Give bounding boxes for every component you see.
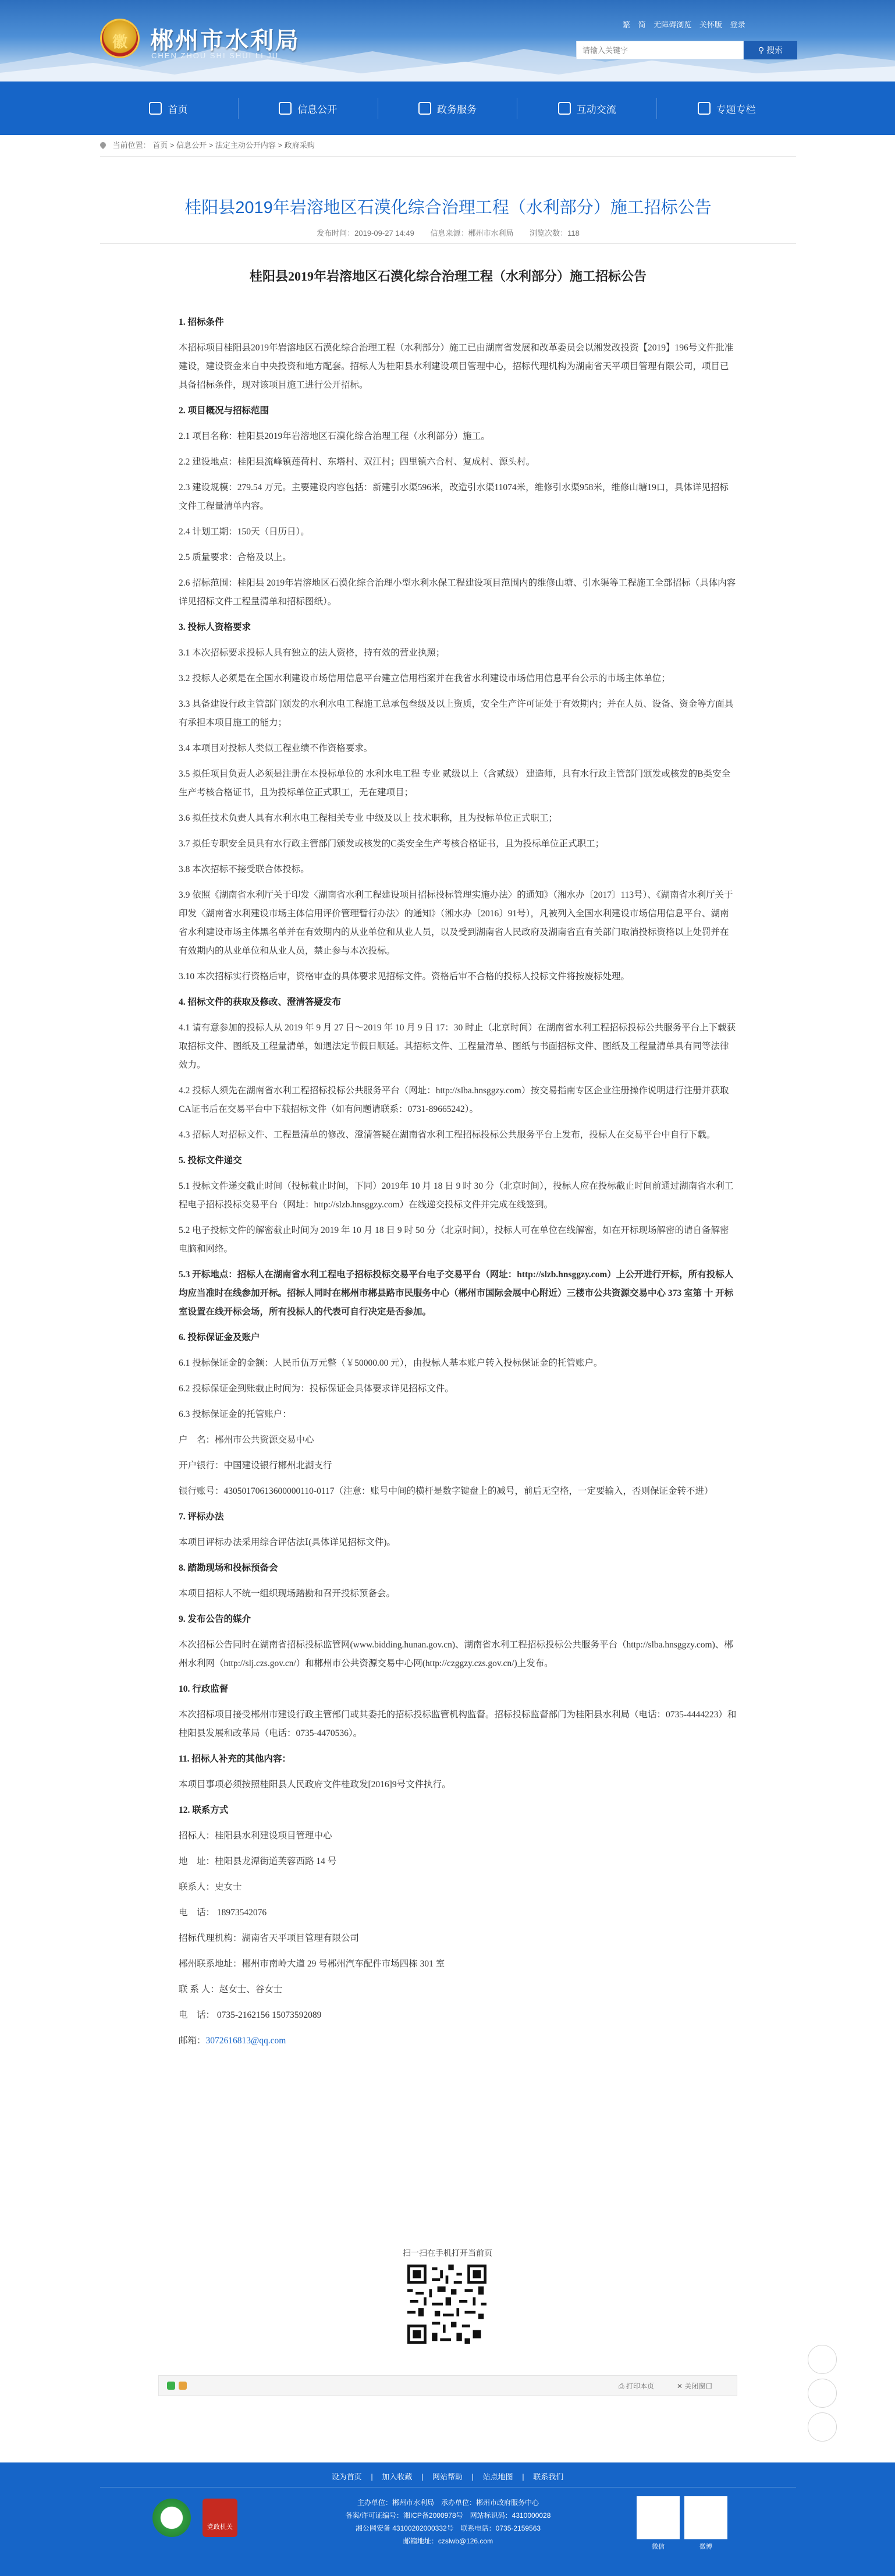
footer-info: 主办单位：郴州市水利局 承办单位：郴州市政府服务中心 备案/许可证编号：湘ICP备2000978号 网站标识码：4310000028 湘公网安备 43100202000332号 联系电话：0735-2159563 邮箱地址：czslwb@126.com (345, 2499, 551, 2545)
paragraph: 本项目事项必须按照桂阳县人民政府文件桂政发[2016]9号文件执行。 (179, 1780, 451, 1790)
site-title[interactable]: 郴州市水利局 (150, 28, 300, 54)
contact-line: 地 址：桂阳县龙潭街道芙蓉西路 14 号 (179, 1856, 337, 1866)
location-icon (99, 141, 107, 149)
paragraph: 6.1 投标保证金的金额：人民币伍万元整（￥50000.00 元），由投标人基本账户转入投标保证金的托管账户。 (179, 1358, 603, 1368)
paragraph: 5.1 投标文件递交截止时间（投标截止时间，下同）2019年 10 月 18 日 9 时 30 分（北京时间），投标人应在投标截止时间前通过湖南省水利工程电子招标投标交易平台（网址：http://slzb.hnsggzy.com）在线递交投标文件并完成在线签到。 (179, 1181, 734, 1210)
breadcrumb-path[interactable]: 首页 > 信息公开 > 法定主动公开内容 > 政府采购 (152, 141, 315, 150)
care-mode-link[interactable]: 关怀版 (699, 20, 722, 29)
paragraph: 3.1 本次招标要求投标人具有独立的法人资格，持有效的营业执照； (179, 648, 445, 658)
accessibility-link[interactable]: 无障碍浏览 (654, 20, 692, 29)
footer-link-home[interactable]: 设为首页 (331, 2472, 362, 2481)
paragraph: 6.2 投标保证金到账截止时间为：投标保证金具体要求详见招标文件。 (179, 1384, 454, 1394)
wechat-share-icon[interactable] (167, 2382, 175, 2390)
print-button[interactable]: ⎙ 打印本页 (619, 2382, 654, 2390)
section-heading: 12. 联系方式 (179, 1805, 229, 1815)
service-icon (418, 102, 431, 115)
section-heading: 1. 招标条件 (179, 317, 224, 327)
party-gov-badge-icon[interactable]: 党政机关 (203, 2499, 237, 2537)
footer-links: 设为首页 | 加入收藏 | 网站帮助 | 站点地图 | 联系我们 (331, 2472, 564, 2481)
paragraph: 户 名：郴州市公共资源交易中心 (179, 1435, 314, 1445)
paragraph: 2.3 建设规模：279.54 万元。主要建设内容包括：新建引水渠596米，改造引水渠11074米，维修引水渠958米，维修山塘19口，具体详见招标文件工程量清单内容。 (179, 483, 729, 511)
nav-info[interactable]: 信息公开 (239, 98, 378, 119)
back-to-top-icon[interactable] (808, 2412, 837, 2442)
paragraph: 2.1 项目名称：桂阳县2019年岩溶地区石漠化综合治理工程（水利部分）施工。 (179, 431, 490, 441)
paragraph: 3.5 拟任项目负责人必须是注册在本投标单位的 水利水电工程 专业 贰级以上（含贰级） 建造师，具有水行政主管部门颁发或核发的B类安全生产考核合格证书，且为投标单位正式职工，无在建项目； (179, 769, 731, 798)
paragraph: 本次招标项目接受郴州市建设行政主管部门或其委托的招标投标监管机构监督。招标投标监督部门为桂阳县水利局（电话：0735-4444223）和桂阳县发展和改革局（电话：0735-4470536）。 (179, 1710, 737, 1738)
paragraph: 2.2 建设地点：桂阳县流峰镇莲荷村、东塔村、双江村；四里镇六合村、复成村、源头村。 (179, 457, 535, 467)
nav-topics[interactable]: 专题专栏 (657, 98, 796, 119)
contact-line: 电 话： 0735-2162156 15073592089 (179, 2010, 322, 2020)
contact-line: 电 话： 18973542076 (179, 1908, 267, 1918)
article (100, 156, 796, 2368)
gov-site-badge-icon[interactable] (152, 2499, 191, 2537)
section-heading: 11. 招标人补充的其他内容： (179, 1754, 291, 1764)
paragraph: 本项目招标人不统一组织现场踏勘和召开投标预备会。 (179, 1589, 396, 1599)
paragraph: 本项目评标办法采用综合评估法Ⅰ(具体详见招标文件)。 (179, 1537, 396, 1547)
paragraph: 2.6 招标范围：桂阳县 2019年岩溶地区石漠化综合治理小型水利水保工程建设项目范围内的维修山塘、引水渠等工程施工全部招标（具体内容详见招标文件工程量清单和招标图纸）。 (179, 578, 736, 607)
paragraph: 2.4 计划工期：150天（日历日）。 (179, 527, 310, 537)
footer-link-sitemap[interactable]: 站点地图 (482, 2472, 513, 2481)
topic-icon (698, 102, 711, 115)
paragraph: 4.2 投标人须先在湖南省水利工程招标投标公共服务平台（网址：http://slba.hnsggzy.com）按交易指南专区企业注册操作说明进行注册并获取CA证书后在交易平台中下载招标文件（如有问题请联系：0731-89665242）。 (179, 1086, 729, 1114)
section-heading: 9. 发布公告的媒介 (179, 1614, 251, 1624)
breadcrumb: 当前位置： 首页 > 信息公开 > 法定主动公开内容 > 政府采购 (100, 135, 796, 157)
view-count: 浏览次数：118 (530, 229, 580, 238)
paragraph: 3.3 具备建设行政主管部门颁发的水利水电工程施工总承包叁级及以上资质，安全生产许可证处于有效期内；并在人员、设备、资金等方面具有承担本项目施工的能力； (179, 699, 734, 728)
page-title: 桂阳县2019年岩溶地区石漠化综合治理工程（水利部分）施工招标公告 (184, 199, 712, 217)
document-title: 桂阳县2019年岩溶地区石漠化综合治理工程（水利部分）施工招标公告 (249, 269, 647, 284)
footer-link-favorite[interactable]: 加入收藏 (382, 2472, 413, 2481)
paragraph: 银行账号：43050170613600000110-0117（注意：账号中间的横杆是数字键盘上的减号，前后无空格，一定要输入，否则保证金转不进） (179, 1486, 713, 1496)
paragraph: 5.2 电子投标文件的解密截止时间为 2019 年 10 月 18 日 9 时 50 分（北京时间），投标人可在单位在线解密，如在开标现场解密的请自备解密电脑和网络。 (179, 1225, 729, 1254)
share-bar (158, 2375, 737, 2396)
paragraph: 3.8 本次招标不接受联合体投标。 (179, 864, 310, 874)
footer-link-contact[interactable]: 联系我们 (533, 2472, 564, 2481)
section-heading: 6. 投标保证金及账户 (179, 1333, 260, 1342)
paragraph: 2.5 质量要求：合格及以上。 (179, 552, 292, 562)
login-link[interactable]: 登录 (730, 20, 745, 29)
paragraph: 3.7 拟任专职安全员具有水行政主管部门颁发或核发的C类安全生产考核合格证书，且为投标单位正式职工； (179, 839, 605, 849)
qr-code-icon (407, 2265, 486, 2344)
info-icon (279, 102, 292, 115)
paragraph: 本次招标公告同时在湖南省招标投标监管网(www.bidding.hunan.gov.cn)、湖南省水利工程招标投标公共服务平台（http://slba.hnsggzy.com)、郴州水利网（http://slj.czs.gov.cn/）和郴州市公共资源交易中心网(http://czggzy.czs.gov.cn/)上发布。 (179, 1640, 733, 1668)
share-float-icon[interactable] (808, 2379, 837, 2408)
paragraph: 3.2 投标人必须是在全国水利建设市场信用信息平台建立信用档案并在我省水利建设市场信用信息平台公示的市场主体单位； (179, 674, 670, 683)
section-heading: 8. 踏勘现场和投标预备会 (179, 1563, 278, 1573)
paragraph: 4.1 请有意参加的投标人从 2019 年 9 月 27 日～2019 年 10 月 9 日 17：30 时止（北京时间）在湖南省水利工程招标投标公共服务平台上下载获取招标文件、图纸及工程量清单，如遇法定节假日顺延。其招标文件、工程量清单、图纸与书面招标文件、图纸及工程量清单具有同等法律效力。 (179, 1023, 736, 1070)
paragraph: 6.3 投标保证金的托管账户： (179, 1409, 292, 1419)
article-body (179, 313, 737, 2057)
paragraph: 3.4 本项目对投标人类似工程业绩不作资格要求。 (179, 743, 373, 753)
publish-date: 发布时间：2019-09-27 14:49 (317, 229, 414, 238)
traditional-link[interactable]: 繁 (623, 20, 631, 29)
contact-line: 招标代理机构：湖南省天平项目管理有限公司 (179, 1933, 360, 1943)
wechat-float-icon[interactable] (808, 2345, 837, 2374)
divider (100, 2487, 796, 2488)
paragraph: 本招标项目桂阳县2019年岩溶地区石漠化综合治理工程（水利部分）施工已由湖南省发展和改革委员会以湘发改投资【2019】196号文件批准建设，建设资金来自中央投资和地方配套。招标人为桂阳县水利建设项目管理中心，招标代理机构为湖南省天平项目管理有限公司，项目已具备招标条件，现对该项目施工进行公开招标。 (179, 343, 734, 390)
nav-interact[interactable]: 互动交流 (517, 98, 657, 119)
qzone-share-icon[interactable] (179, 2382, 187, 2390)
search-icon: ⚲ (758, 45, 765, 55)
close-window-button[interactable]: ✕ 关闭窗口 (677, 2382, 713, 2390)
section-heading: 10. 行政监督 (179, 1684, 229, 1694)
contact-line: 联系人：史女士 (179, 1882, 242, 1892)
paragraph: 5.3 开标地点：招标人在湖南省水利工程电子招标投标交易平台电子交易平台（网址：http://slzb.hnsggzy.com）上公开进行开标，所有投标人均应当准时在线参加开标。招标人同时在郴州市郴县路市民服务中心（郴州市国际会展中心附近）三楼市公共资源交易中心 373 室第 十 开标室设置在线开标会场，所有投标人的代表可自行决定是否参加。 (179, 1270, 734, 1317)
main-nav (0, 82, 895, 135)
top-links (623, 19, 751, 30)
footer: 设为首页 | 加入收藏 | 网站帮助 | 站点地图 | 联系我们 党政机关 主办单位：郴州市水利局 承办单位：郴州市政府服务中心 备案/许可证编号：湘ICP备2000978号 网站标识码：4310000028 湘公网安备 43100202000332号 联系电话：0735-2159563 邮箱地址：czslwb@126.com 微信 微博 (0, 2462, 895, 2576)
weibo-qr-icon (684, 2496, 727, 2539)
search-button[interactable]: ⚲ 搜索 (744, 41, 797, 59)
article-meta (100, 227, 796, 238)
emblem-icon[interactable]: 徽 (100, 19, 140, 58)
email-link[interactable]: 3072616813@qq.com (205, 2036, 286, 2046)
paragraph: 3.10 本次招标实行资格后审，资格审查的具体要求见招标文件。资格后审不合格的投标人投标文件将按废标处理。 (179, 972, 630, 981)
contact-line: 邮箱：3072616813@qq.com (179, 2036, 286, 2046)
section-heading: 5. 投标文件递交 (179, 1156, 242, 1165)
section-heading: 3. 投标人资格要求 (179, 622, 251, 632)
home-icon (149, 102, 162, 115)
contact-line: 招标人：桂阳县水利建设项目管理中心 (179, 1831, 332, 1841)
search-input[interactable] (576, 41, 744, 59)
simplified-link[interactable]: 简 (638, 20, 646, 29)
contact-line: 联 系 人：赵女士、谷女士 (179, 1985, 283, 1994)
chat-icon (558, 102, 571, 115)
footer-link-help[interactable]: 网站帮助 (432, 2472, 463, 2481)
header-banner (0, 0, 895, 82)
qr-caption: 扫一扫在手机打开当前页 (403, 2248, 492, 2258)
section-heading: 2. 项目概况与招标范围 (179, 406, 269, 416)
section-heading: 7. 评标办法 (179, 1512, 224, 1522)
wechat-qr-icon (637, 2496, 680, 2539)
section-heading: 4. 招标文件的获取及修改、澄清答疑发布 (179, 997, 342, 1007)
paragraph: 开户银行：中国建设银行郴州北湖支行 (179, 1461, 332, 1471)
contact-line: 郴州联系地址：郴州市南岭大道 29 号郴州汽车配件市场四栋 301 室 (179, 1959, 445, 1969)
paragraph: 3.9 依照《湖南省水利厅关于印发〈湖南省水利工程建设项目招标投标管理实施办法〉的通知》（湘水办〔2017〕113号）、《湖南省水利厅关于印发〈湖南省水利建设市场主体信用评价管理暂行办法〉的通知》（湘水办〔2016〕91号），凡被列入全国水利建设市场信用信息平台、湖南省水利建设市场主体黑名单并在有效期内的从业单位和从业人员，以及受到湖南省人民政府及湖南省直有关部门取消投标资格以上处罚并在有效期内的从业单位和从业人员，禁止参与本次投标。 (179, 890, 733, 956)
divider (100, 243, 796, 244)
source: 信息来源：郴州市水利局 (430, 229, 514, 238)
paragraph: 3.6 拟任技术负责人具有水利水电工程相关专业 中级及以上 技术职称，且为投标单位正式职工； (179, 813, 558, 823)
nav-home[interactable]: 首页 (99, 98, 239, 119)
paragraph: 4.3 招标人对招标文件、工程量清单的修改、澄清答疑在湖南省水利工程招标投标公共服务平台上发布，投标人在交易平台中自行下载。 (179, 1130, 716, 1140)
nav-service[interactable]: 政务服务 (378, 98, 518, 119)
site-subtitle: CHEN ZHOU SHI SHUI LI JU (151, 51, 279, 60)
